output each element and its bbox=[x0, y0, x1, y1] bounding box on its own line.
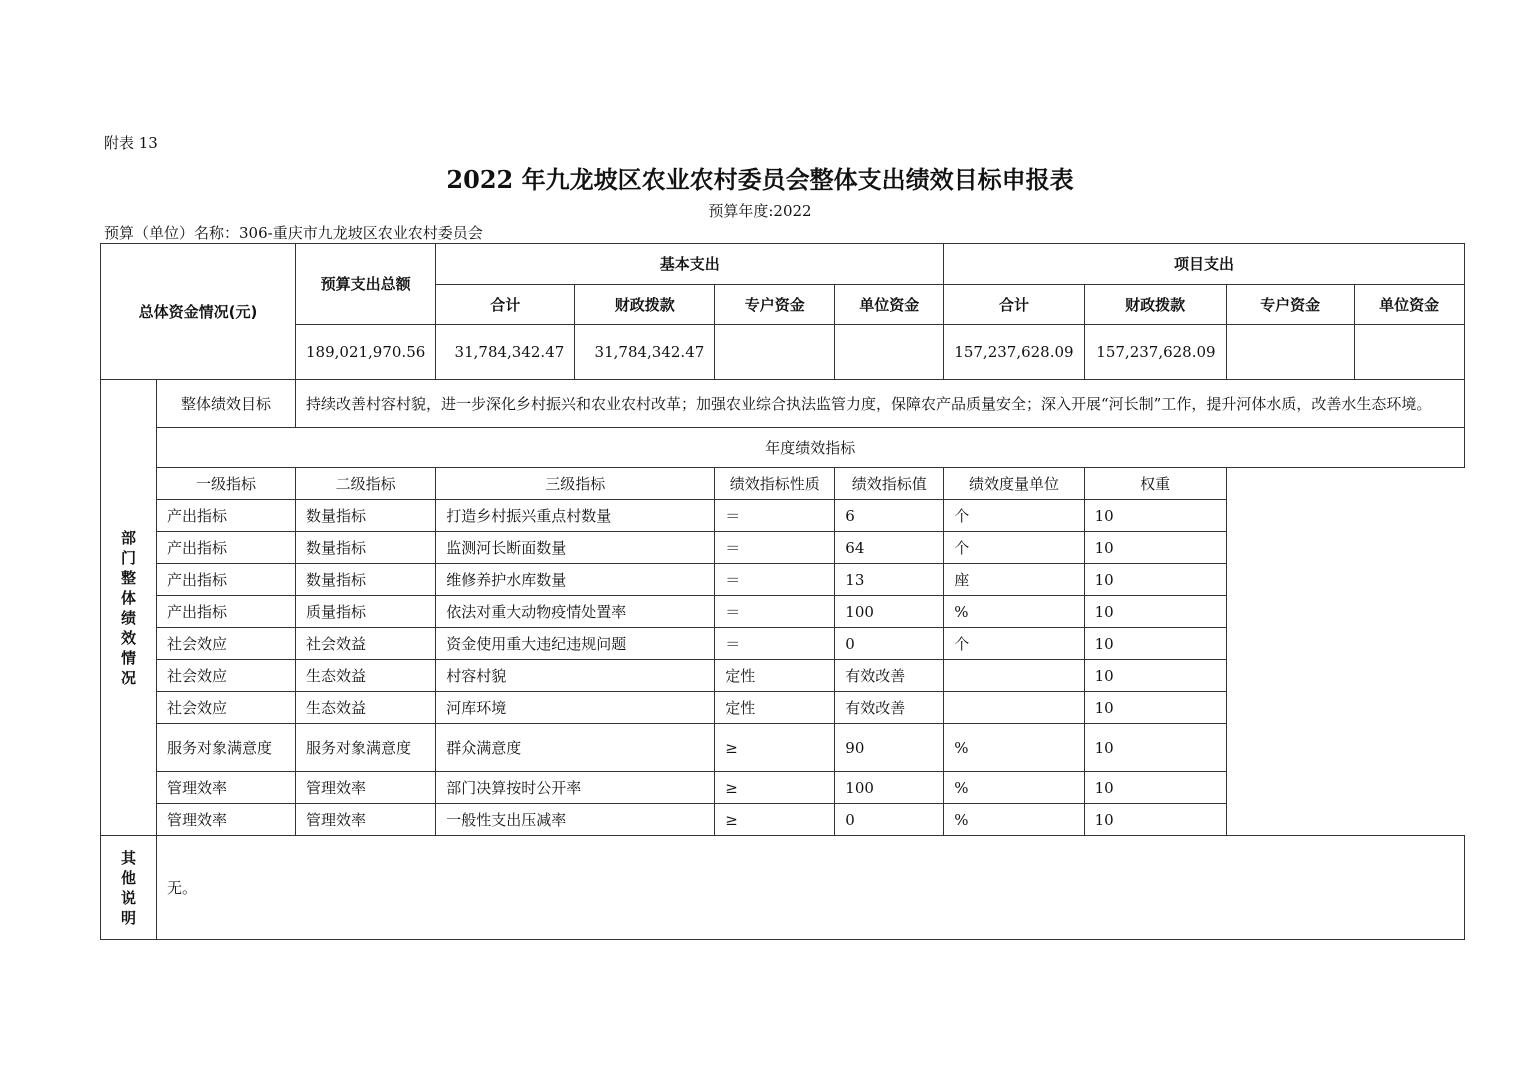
indicator-cell: 个 bbox=[944, 628, 1084, 660]
goal-label: 整体绩效目标 bbox=[157, 380, 296, 428]
indicator-row bbox=[101, 532, 1465, 564]
indicator-cell: % bbox=[944, 596, 1084, 628]
indicator-column-header: 一级指标 bbox=[157, 468, 296, 500]
basic-unit-amount bbox=[835, 325, 944, 380]
project-total-header: 合计 bbox=[944, 285, 1084, 325]
indicator-cell: 产出指标 bbox=[157, 564, 296, 596]
indicator-cell: ≥ bbox=[715, 804, 835, 836]
indicator-cell: 64 bbox=[835, 532, 944, 564]
indicator-cell: % bbox=[944, 804, 1084, 836]
indicator-row bbox=[101, 596, 1465, 628]
project-expense-header: 项目支出 bbox=[944, 244, 1464, 285]
indicator-cell: 0 bbox=[835, 804, 944, 836]
indicator-cell: 社会效益 bbox=[296, 628, 436, 660]
indicator-row bbox=[101, 564, 1465, 596]
indicator-cell: 100 bbox=[835, 772, 944, 804]
basic-expense-header: 基本支出 bbox=[436, 244, 944, 285]
indicator-cell: 10 bbox=[1084, 532, 1226, 564]
project-special-header: 专户资金 bbox=[1226, 285, 1354, 325]
indicator-cell: 社会效应 bbox=[157, 692, 296, 724]
project-unit-amount bbox=[1354, 325, 1464, 380]
funds-row-label: 总体资金情况(元) bbox=[101, 244, 296, 380]
indicator-cell: 资金使用重大违纪违规问题 bbox=[436, 628, 715, 660]
indicator-cell: 产出指标 bbox=[157, 596, 296, 628]
indicator-cell: 管理效率 bbox=[296, 772, 436, 804]
indicator-cell: 13 bbox=[835, 564, 944, 596]
indicator-cell: 有效改善 bbox=[835, 660, 944, 692]
indicator-column-header: 绩效度量单位 bbox=[944, 468, 1084, 500]
basic-total-amount: 31,784,342.47 bbox=[436, 325, 575, 380]
indicator-cell: 服务对象满意度 bbox=[157, 724, 296, 772]
indicator-column-header: 绩效指标值 bbox=[835, 468, 944, 500]
basic-unit-header: 单位资金 bbox=[835, 285, 944, 325]
indicator-cell bbox=[944, 692, 1084, 724]
indicator-cell: ＝ bbox=[715, 532, 835, 564]
indicator-cell: 10 bbox=[1084, 500, 1226, 532]
indicator-cell: 监测河长断面数量 bbox=[436, 532, 715, 564]
indicator-cell: 数量指标 bbox=[296, 564, 436, 596]
project-fiscal-header: 财政拨款 bbox=[1084, 285, 1226, 325]
indicator-cell: ＝ bbox=[715, 500, 835, 532]
indicator-cell: 依法对重大动物疫情处置率 bbox=[436, 596, 715, 628]
indicator-cell bbox=[944, 660, 1084, 692]
indicator-cell: 个 bbox=[944, 500, 1084, 532]
indicator-cell: 定性 bbox=[715, 692, 835, 724]
indicator-column-header: 绩效指标性质 bbox=[715, 468, 835, 500]
indicator-cell: 打造乡村振兴重点村数量 bbox=[436, 500, 715, 532]
indicator-cell: % bbox=[944, 724, 1084, 772]
indicator-cell: 10 bbox=[1084, 804, 1226, 836]
basic-total-header: 合计 bbox=[436, 285, 575, 325]
indicator-cell: 数量指标 bbox=[296, 500, 436, 532]
project-total-amount: 157,237,628.09 bbox=[944, 325, 1084, 380]
indicator-cell: 座 bbox=[944, 564, 1084, 596]
indicator-row bbox=[101, 500, 1465, 532]
indicator-cell: 村容村貌 bbox=[436, 660, 715, 692]
indicator-cell: 10 bbox=[1084, 660, 1226, 692]
performance-table bbox=[100, 243, 1465, 940]
total-budget-header: 预算支出总额 bbox=[296, 244, 436, 325]
basic-fiscal-header: 财政拨款 bbox=[575, 285, 715, 325]
indicator-cell: 个 bbox=[944, 532, 1084, 564]
basic-fiscal-amount: 31,784,342.47 bbox=[575, 325, 715, 380]
indicator-cell: 10 bbox=[1084, 628, 1226, 660]
indicator-cell: 部门决算按时公开率 bbox=[436, 772, 715, 804]
indicator-column-header: 二级指标 bbox=[296, 468, 436, 500]
unit-name: 预算（单位）名称：306-重庆市九龙坡区农业农村委员会 bbox=[104, 224, 483, 242]
total-budget-amount: 189,021,970.56 bbox=[296, 325, 436, 380]
indicator-cell: ＝ bbox=[715, 628, 835, 660]
indicator-columns-row bbox=[101, 468, 1465, 500]
indicator-cell: 10 bbox=[1084, 772, 1226, 804]
indicator-cell: 有效改善 bbox=[835, 692, 944, 724]
indicator-cell: 10 bbox=[1084, 724, 1226, 772]
indicator-cell: % bbox=[944, 772, 1084, 804]
project-unit-header: 单位资金 bbox=[1354, 285, 1464, 325]
indicator-column-header: 权重 bbox=[1084, 468, 1226, 500]
indicator-cell: 0 bbox=[835, 628, 944, 660]
indicator-row bbox=[101, 692, 1465, 724]
indicator-cell: 90 bbox=[835, 724, 944, 772]
indicator-cell: 服务对象满意度 bbox=[296, 724, 436, 772]
indicator-cell: 社会效应 bbox=[157, 628, 296, 660]
other-remarks-label bbox=[101, 836, 157, 940]
indicator-cell: 10 bbox=[1084, 692, 1226, 724]
indicator-cell: 质量指标 bbox=[296, 596, 436, 628]
goal-text: 持续改善村容村貌，进一步深化乡村振兴和农业农村改革；加强农业综合执法监管力度，保障农产品质量安全；深入开展“河长制”工作，提升河体水质，改善水生态环境。 bbox=[296, 380, 1465, 428]
indicator-cell: 河库环境 bbox=[436, 692, 715, 724]
performance-section-label bbox=[101, 380, 157, 836]
project-fiscal-amount: 157,237,628.09 bbox=[1084, 325, 1226, 380]
indicator-cell: ≥ bbox=[715, 772, 835, 804]
indicator-cell: 管理效率 bbox=[296, 804, 436, 836]
indicator-cell: 产出指标 bbox=[157, 532, 296, 564]
page-title: 2022 年九龙坡区农业农村委员会整体支出绩效目标申报表 bbox=[446, 165, 1074, 194]
appendix-label: 附表 13 bbox=[104, 134, 158, 152]
indicator-row bbox=[101, 628, 1465, 660]
indicator-cell: ＝ bbox=[715, 564, 835, 596]
annual-indicators-header: 年度绩效指标 bbox=[157, 428, 1465, 468]
indicator-cell: 产出指标 bbox=[157, 500, 296, 532]
indicator-cell: 群众满意度 bbox=[436, 724, 715, 772]
indicator-row bbox=[101, 660, 1465, 692]
indicator-cell: 6 bbox=[835, 500, 944, 532]
performance-section-text: 部门整体绩效情况 bbox=[120, 528, 136, 687]
indicator-cell: 定性 bbox=[715, 660, 835, 692]
indicator-cell: 10 bbox=[1084, 596, 1226, 628]
other-remarks-text: 无。 bbox=[157, 836, 1465, 940]
indicator-cell: 10 bbox=[1084, 564, 1226, 596]
indicator-cell: 生态效益 bbox=[296, 692, 436, 724]
basic-special-amount bbox=[715, 325, 835, 380]
indicator-row bbox=[101, 724, 1465, 772]
basic-special-header: 专户资金 bbox=[715, 285, 835, 325]
indicator-cell: 数量指标 bbox=[296, 532, 436, 564]
indicator-cell: 社会效应 bbox=[157, 660, 296, 692]
other-remarks-label-text: 其他说明 bbox=[120, 848, 136, 927]
indicator-cell: 管理效率 bbox=[157, 772, 296, 804]
indicator-row bbox=[101, 772, 1465, 804]
indicator-cell: ＝ bbox=[715, 596, 835, 628]
budget-year: 预算年度:2022 bbox=[708, 202, 812, 220]
indicator-row bbox=[101, 804, 1465, 836]
indicator-cell: 100 bbox=[835, 596, 944, 628]
indicator-cell: ≥ bbox=[715, 724, 835, 772]
project-special-amount bbox=[1226, 325, 1354, 380]
indicator-column-header: 三级指标 bbox=[436, 468, 715, 500]
indicator-cell: 一般性支出压减率 bbox=[436, 804, 715, 836]
indicator-cell: 管理效率 bbox=[157, 804, 296, 836]
indicator-cell: 生态效益 bbox=[296, 660, 436, 692]
indicator-cell: 维修养护水库数量 bbox=[436, 564, 715, 596]
